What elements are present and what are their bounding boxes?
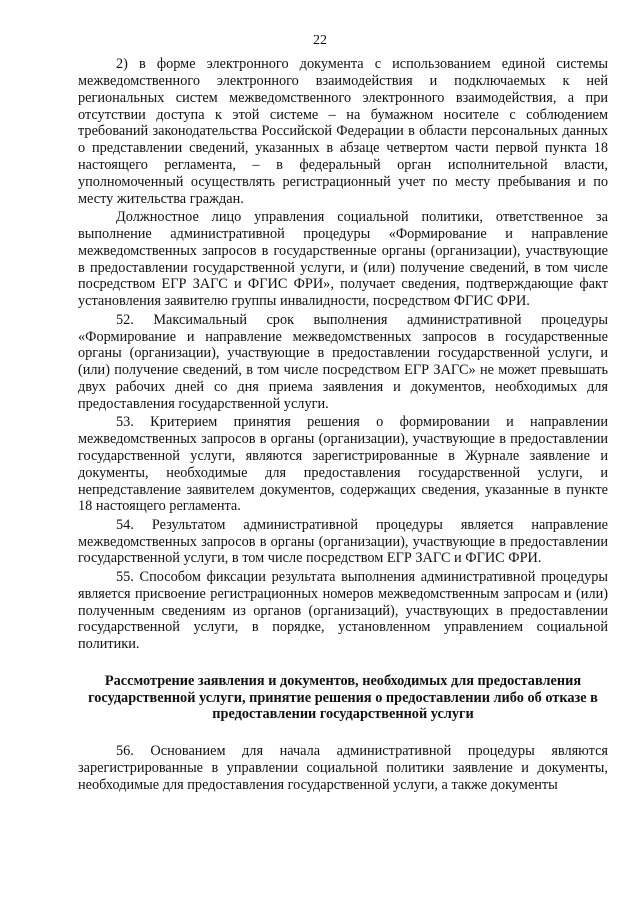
paragraph-52-max-duration: 52. Максимальный срок выполнения административной процедуры «Формирование и направление межведомственных запросов в государственные органы (организации), участвующие в предоставлении государственной услуги, и (или) получение сведений, в том числе посредством ЕГР ЗАГС» не может превышать двух рабочих дней со дня приема заявления и документов, необходимых для предоставления государственной услуги. (78, 311, 608, 412)
paragraph-53-decision-criterion: 53. Критерием принятия решения о формировании и направлении межведомственных запросов в органы (организации), участвующие в предоставлении государственной услуги, являются зарегистрированные в Журнале заявление и документы, необходимые для предоставления государственной услуги, и непредставление заявителем документов, содержащих сведения, указанные в пункте 18 настоящего регламента. (78, 414, 608, 515)
paragraph-55-result-recording: 55. Способом фиксации результата выполнения административной процедуры является присвоение регистрационных номеров межведомственным запросам и (или) полученным сведениям из органов (организаций), участвующих в предоставлении государственной услуги, в порядке, установленном управлением социальной политики. (78, 568, 608, 653)
paragraph-item-2-delivery-method: 2) в форме электронного документа с использованием единой системы межведомственного электронного взаимодействия и подключаемых к ней региональных систем межведомственного электронного взаимодействия, а при отсутствии доступа к этой системе – на бумажном носителе с соблюдением требований законодательства Российской Федерации в области персональных данных о представлении сведений, указанных в абзаце четвертом части первой пункта 18 настоящего регламента, – в федеральный орган исполнительной власти, уполномоченный осуществлять регистрационный учет по месту пребывания и по месту жительства граждан. (78, 56, 608, 207)
document-body (78, 56, 608, 793)
page-number: 22 (313, 33, 327, 48)
paragraph-56-procedure-basis: 56. Основанием для начала административной процедуры являются зарегистрированные в управлении социальной политики заявление и документы, необходимые для предоставления государственной услуги, а также документы (78, 742, 608, 793)
paragraph-responsible-official: Должностное лицо управления социальной политики, ответственное за выполнение административной процедуры «Формирование и направление межведомственных запросов в государственные органы (организации), участвующие в предоставлении государственной услуги, и (или) получение сведений, в том числе посредством ЕГР ЗАГС и ФГИС ФРИ», получает сведения, подтверждающие факт установления заявителю группы инвалидности, посредством ФГИС ФРИ. (78, 209, 608, 310)
section-heading: Рассмотрение заявления и документов, необходимых для предоставления государственной услуги, принятие решения о предоставлении либо об отказе в предоставлении государственной услуги (88, 673, 598, 723)
paragraph-54-procedure-result: 54. Результатом административной процедуры является направление межведомственных запросов в органы (организации), участвующие в предоставлении государственной услуги, в том числе посредством ЕГР ЗАГС и ФГИС ФРИ. (78, 516, 608, 567)
